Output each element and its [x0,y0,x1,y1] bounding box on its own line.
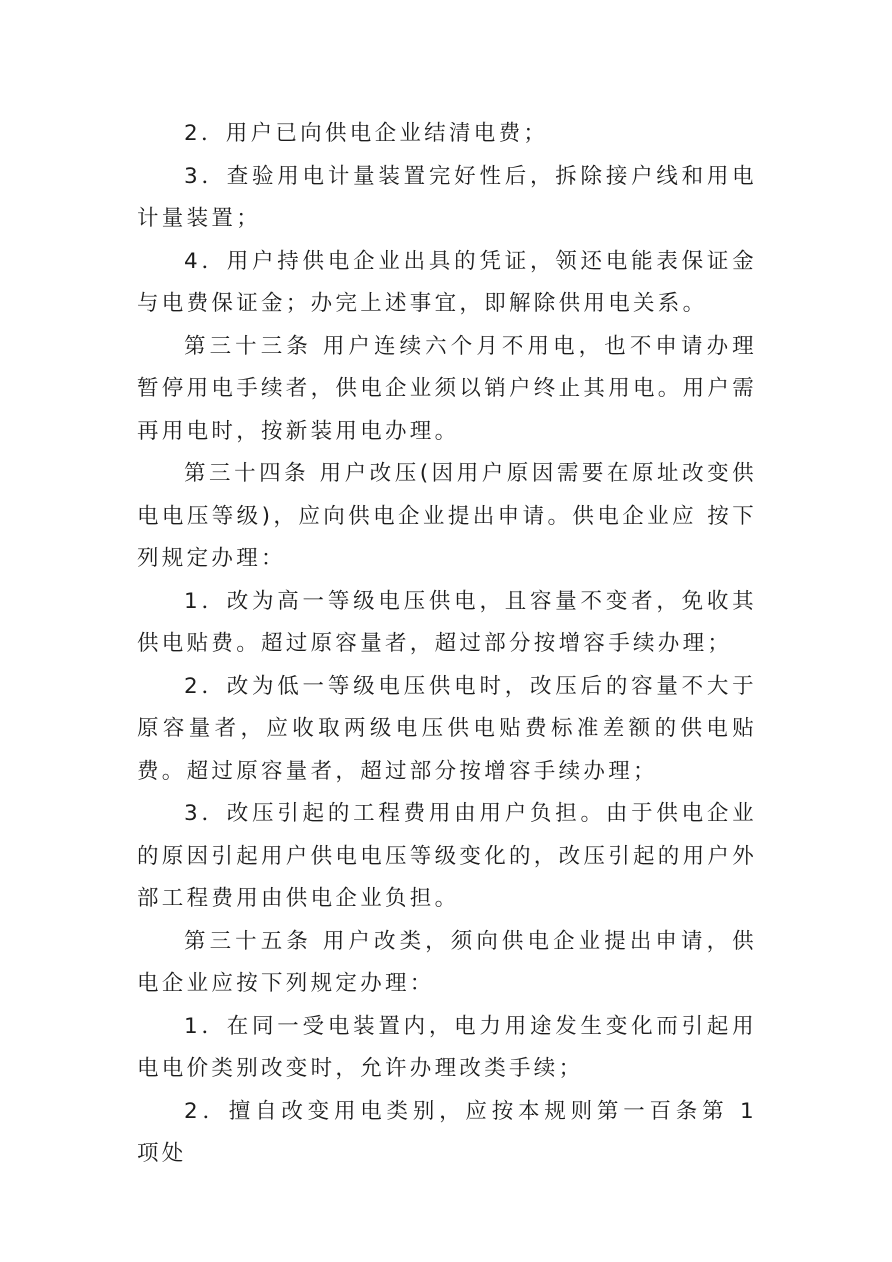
paragraph-article-35: 第三十五条 用户改类，须向供电企业提出申请，供电企业应按下列规定办理： [137,928,757,996]
paragraph-item-4-refund-deposit: 4．用户持供电企业出具的凭证，领还电能表保证金 与电费保证金；办完上述事宜，即解除供用电关系。 [137,248,757,316]
paragraph-article-34-item-1: 1．改为高一等级电压供电，且容量不变者，免收其供电贴费。超过原容量者，超过部分按增容手续办理； [137,588,757,656]
paragraph-article-35-item-1: 1．在同一受电装置内，电力用途发生变化而引起用 电电价类别改变时，允许办理改类手续； [137,1013,757,1081]
paragraph-article-35-item-2: 2．擅自改变用电类别，应按本规则第一百条第 1 项处 [137,1098,757,1166]
document-body [137,113,757,1176]
paragraph-item-2-settle-fees: 2．用户已向供电企业结清电费； [184,121,549,146]
paragraph-article-33: 第三十三条 用户连续六个月不用电，也不申请办理暂停用电手续者，供电企业须以销户终止其用电。用户需再用电时，按新装用电办理。 [137,333,758,444]
paragraph-article-34: 第三十四条 用户改压(因用户原因需要在原址改变供电电压等级)，应向供电企业提出申请。供电企业应 按下列规定办理： [137,461,757,571]
paragraph-article-34-item-2: 2．改为低一等级电压供电时，改压后的容量不大于 原容量者，应收取两级电压供电贴费标准差额的供电贴费。超过原容量者，超过部分按增容手续办理； [137,673,757,784]
paragraph-article-34-item-3: 3．改压引起的工程费用由用户负担。由于供电企业的原因引起用户供电电压等级变化的，改压引起的用户外部工程费用由供电企业负担。 [137,801,758,911]
paragraph-item-3-inspect-meter: 3．查验用电计量装置完好性后，拆除接户线和用电计量装置； [137,163,757,231]
